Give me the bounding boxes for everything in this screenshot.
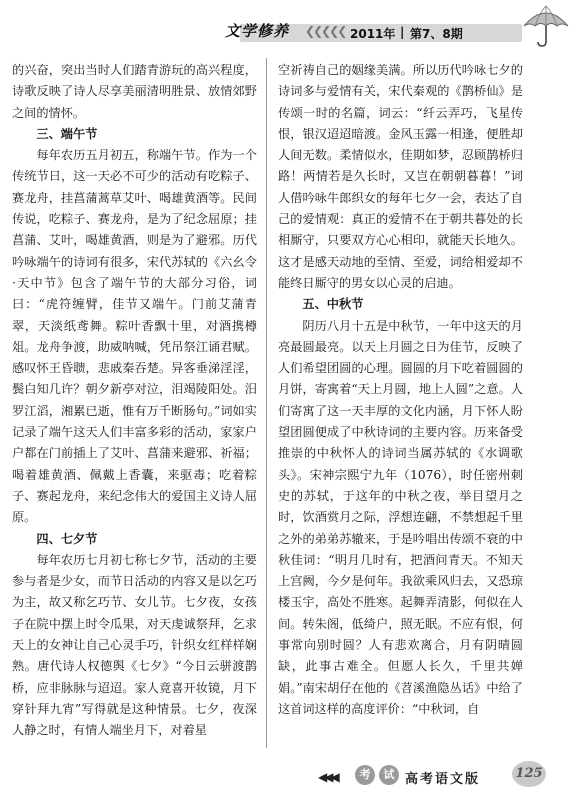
column-divider bbox=[266, 58, 267, 748]
header-year: 2011年 bbox=[350, 27, 396, 41]
left-column bbox=[12, 60, 257, 742]
header-separator: | bbox=[400, 25, 405, 39]
page-number: 125 bbox=[512, 761, 546, 787]
body-paragraph: 的兴奋，突出当时人们踏青游玩的高兴程度，诗歌反映了诗人尽享美丽清明胜景、放情郊野之间的情怀。 bbox=[12, 63, 257, 120]
body-paragraph: 阴历八月十五是中秋节，一年中这天的月亮最圆最亮。以天上月圆之日为佳节，反映了人们希望团圆的心理。圆圆的月下吃着圆圆的月饼，寄寓着“天上月圆，地上人圆”之意。人们寄寓了这一天丰厚的文化内涵，月下怀人盼望团圆便成了中秋诗词的主要内容。历来备受推崇的中秋怀人的诗词当属苏轼的《水调歌头》。宋神宗熙宁九年（1076），时任密州刺史的苏轼，于这年的中秋之夜，举目望月之时，饮酒赏月之际，浮想连翩，不禁想起千里之外的弟弟苏辙来，于是吟唱出传颂不衰的中秋佳词：“明月几时有，把酒问青天。不知天上宫阙，今夕是何年。我欲乘风归去，又恐琼楼玉宇，高处不胜寒。起舞弄清影，何似在人间。转朱阁，低绮户，照无眠。不应有恨，何事常向别时圆？人有悲欢离合，月有阴晴圆缺，此事古难全。但愿人长久，千里共婵娟。”南宋胡仔在他的《苕溪渔隐丛话》中给了这首词这样的高度评价：“中秋词，自 bbox=[278, 318, 523, 716]
right-column bbox=[278, 60, 523, 720]
section-heading: 三、端午节 bbox=[36, 126, 98, 141]
footer-badge-shi: 试 bbox=[379, 765, 399, 785]
section-heading: 五、中秋节 bbox=[302, 297, 364, 312]
page-footer bbox=[0, 748, 578, 800]
body-paragraph: 空祈祷自己的姻缘美满。所以历代吟咏七夕的诗词多与爱情有关，宋代秦观的《鹊桥仙》是传颂一时的名篇，词云：“纤云弄巧，飞星传恨，银汉迢迢暗渡。金风玉露一相逢，便胜却人间无数。柔情似水，佳期如梦，忍顾鹊桥归路！两情若是久长时，又岂在朝朝暮暮！”词人借吟咏牛郎织女的每年七夕一会，表达了自己的爱情观：真正的爱情不在于朝共暮处的长相厮守，只要双方心心相印，就能天长地久。这才是感天动地的至情、至爱，词给相爱却不能终日厮守的男女以心灵的启迪。 bbox=[278, 63, 523, 290]
footer-badge-kao: 考 bbox=[355, 765, 375, 785]
footer-title: 高考语文版 bbox=[405, 772, 481, 787]
header-brand: 文学修养 bbox=[225, 22, 290, 40]
triple-arrow-icon: ◀◀◀ bbox=[318, 770, 337, 784]
section-heading: 四、七夕节 bbox=[36, 531, 98, 546]
page-header bbox=[0, 0, 578, 46]
umbrella-icon bbox=[520, 4, 572, 48]
body-paragraph: 每年农历七月初七称七夕节，活动的主要参与者是少女，而节日活动的内容又是以乞巧为主，故又称乞巧节、女儿节。七夕夜，女孩子在院中摆上时令瓜果，对天虔诚祭拜，乞求天上的女神让自己心灵手巧，针织女红样样娴熟。唐代诗人权德舆《七夕》“今日云骈渡鹊桥，应非脉脉与迢迢。家人竟喜开妆镜，月下穿针拜九宵”写得就是这种情景。七夕，夜深人静之时，有情人端坐月下，对着星 bbox=[12, 552, 257, 738]
header-chevrons-icon: ❮❮❮❮❮ bbox=[305, 24, 346, 38]
body-paragraph: 每年农历五月初五，称端午节。作为一个传统节日，这一天必不可少的活动有吃粽子、赛龙舟，挂菖蒲蒿草艾叶、喝雄黄酒等。民间传说，吃粽子、赛龙舟，是为了纪念屈原；挂菖蒲、艾叶，喝雄黄酒，则是为了避邪。历代吟咏端午的诗词有很多，宋代苏轼的《六幺令·天中节》包含了端午节的大部分习俗，词曰：“虎符缠臂，佳节又端午。门前艾蒲青翠，天淡纸鸢舞。粽叶香飘十里，对酒携樽俎。龙舟争渡，助威呐喊，凭吊祭江诵君赋。感叹怀王昏聩，悲戚秦吞楚。异客垂涕淫淫，鬓白知几许？朝夕新亭对泣，泪竭陵阳处。汨罗江滔，湘累已逝，惟有万千断肠句。”词如实记录了端午这天人们丰富多彩的活动，家家户户都在门前插上了艾叶、菖蒲来避邪、祈福；喝着雄黄酒、佩戴上香囊，来驱毒；吃着粽子、赛起龙舟，来纪念伟大的爱国主义诗人屈原。 bbox=[12, 148, 257, 525]
header-issue: 第7、8期 bbox=[410, 27, 463, 41]
